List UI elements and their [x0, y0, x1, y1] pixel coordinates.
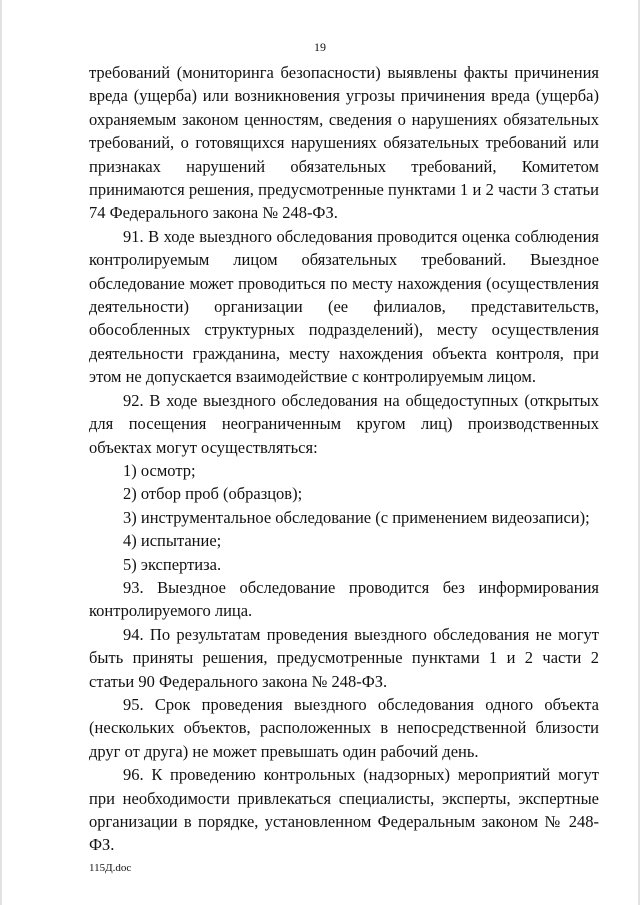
paragraph-96: 96. К проведению контрольных (надзорных) мероприятий могут при необходимости привлекаться специалисты, эксперты, экспертные организации в порядке, установленном Федеральным законом № 248-ФЗ. [89, 765, 599, 855]
list-item-instrumental: 3) инструментальное обследование (с применением видеозаписи); [123, 507, 590, 527]
list-item-testing: 4) испытание; [123, 531, 222, 551]
footer-filename: 115Д.doc [89, 862, 132, 874]
paragraph-93: 93. Выездное обследование проводится без информирования контролируемого лица. [89, 577, 599, 621]
page-number: 19 [314, 40, 326, 54]
paragraph-92: 92. В ходе выездного обследования на общедоступных (открытых для посещения неограниченным кругом лиц) производственных объектах могут осуществляться: [89, 390, 599, 457]
list-item-expertise: 5) экспертиза. [123, 554, 222, 574]
paragraph-91: 91. В ходе выездного обследования проводится оценка соблюдения контролируемым лицом обязательных требований. Выездное обследование может проводиться по месту нахождения (осуществления деятельности) организации (ее филиалов, представительств, обособленных структурных подразделений), месту осуществления деятельности гражданина, месту нахождения объекта контроля, при этом не допускается взаимодействие с контролируемым лицом. [89, 226, 599, 387]
paragraph-continuation: требований (мониторинга безопасности) выявлены факты причинения вреда (ущерба) или возникновения угрозы причинения вреда (ущерба) охраняемым законом ценностям, сведения о нарушениях обязательных требований, о готовящихся нарушениях обязательных требований или признаках нарушений обязательных требований, Комитетом принимаются решения, предусмотренные пунктами 1 и 2 части 3 статьи 74 Федерального закона № 248-ФЗ. [89, 63, 599, 223]
paragraph-95: 95. Срок проведения выездного обследования одного объекта (нескольких объектов, расположенных в непосредственной близости друг от друга) не может превышать один рабочий день. [89, 694, 599, 761]
list-item-inspection: 1) осмотр; [123, 460, 196, 480]
scan-edge-left [0, 0, 2, 905]
paragraph-94: 94. По результатам проведения выездного обследования не могут быть приняты решения, предусмотренные пунктами 1 и 2 части 2 статьи 90 Федерального закона № 248-ФЗ. [89, 624, 599, 691]
document-body [89, 61, 599, 857]
list-item-sampling: 2) отбор проб (образцов); [123, 484, 303, 504]
